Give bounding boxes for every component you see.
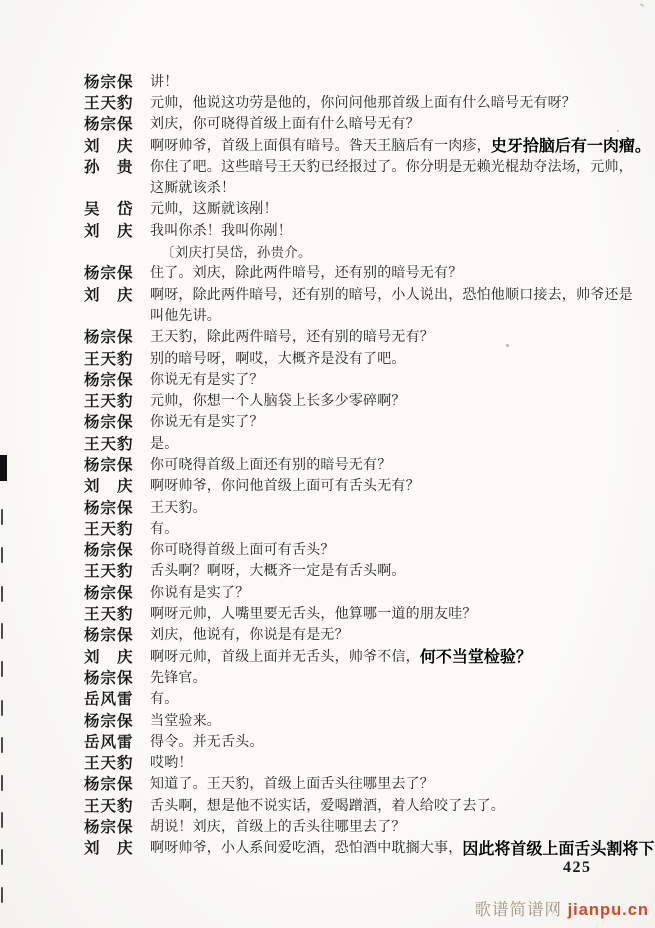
script-line bbox=[84, 326, 629, 347]
dialogue-text: 叫他先讲。 bbox=[150, 306, 221, 323]
speaker-name: 岳风雷 bbox=[84, 733, 134, 751]
speaker-name: 王天豹 bbox=[84, 563, 134, 581]
speaker-name: 岳风雷 bbox=[84, 691, 134, 709]
scan-artifact bbox=[1, 812, 3, 828]
watermark-site-url: jianpu.cn bbox=[567, 901, 649, 919]
speaker-name: 王天豹 bbox=[84, 520, 134, 538]
speaker-name: 刘 庆 bbox=[84, 478, 134, 496]
speaker-name: 王天豹 bbox=[84, 350, 134, 368]
script-line bbox=[84, 475, 629, 496]
speaker-name: 杨宗保 bbox=[84, 499, 134, 517]
dialogue-text: 你说无有是实了？ bbox=[150, 413, 264, 430]
script-line bbox=[84, 773, 629, 794]
dialogue-text: 啊呀帅爷，小人系间爱吃酒，恐怕酒中耽搁大事， bbox=[150, 839, 463, 856]
scan-artifact bbox=[1, 547, 3, 563]
script-line bbox=[84, 70, 629, 91]
dialogue-text: 哎哟！ bbox=[150, 754, 193, 771]
dialogue-text: 王天豹。 bbox=[150, 498, 207, 515]
dialogue-text: 有。 bbox=[150, 519, 179, 536]
script-line bbox=[84, 453, 629, 474]
script-line bbox=[84, 794, 629, 815]
paper-speck bbox=[506, 344, 509, 347]
script-line bbox=[84, 517, 629, 538]
script-line bbox=[84, 432, 629, 453]
speaker-name: 杨宗保 bbox=[84, 819, 134, 837]
speaker-name: 杨宗保 bbox=[84, 457, 134, 474]
dialogue-text-bold: 史牙拾脑后有一肉瘤。 bbox=[490, 138, 651, 156]
script-line bbox=[84, 240, 629, 261]
dialogue-text: 你可晓得首级上面可有舌头？ bbox=[150, 541, 335, 558]
dialogue-text: 当堂验来。 bbox=[150, 711, 221, 728]
script-line bbox=[84, 815, 629, 836]
dialogue-text: 胡说！刘庆，首级上的舌头往哪里去了？ bbox=[150, 818, 406, 835]
script-line bbox=[84, 837, 655, 858]
dialogue-text: 是。 bbox=[150, 434, 179, 451]
dialogue-text: 你可晓得首级上面还有别的暗号无有？ bbox=[150, 455, 392, 472]
speaker-name: 刘 庆 bbox=[84, 137, 134, 155]
paper-speck bbox=[617, 130, 619, 132]
dialogue-text: 先锋官。 bbox=[150, 668, 207, 685]
speaker-name: 杨宗保 bbox=[84, 73, 134, 91]
dialogue-text-bold: 因此将首级上面舌头割将下 bbox=[462, 840, 655, 858]
scan-artifact bbox=[1, 775, 3, 791]
script-line bbox=[84, 496, 629, 517]
speaker-name: 杨宗保 bbox=[84, 776, 134, 794]
dialogue-text: 啊呀，除此两件暗号，还有别的暗号，小人说出，恐怕他顺口接去，帅爷还是 bbox=[150, 285, 633, 302]
speaker-name: 王天豹 bbox=[84, 435, 134, 453]
script-line bbox=[84, 752, 629, 773]
dialogue-text: 刘庆，他说有，你说是有是无？ bbox=[150, 626, 349, 643]
dialogue-text: 啊呀元帅，首级上面并无舌头，帅爷不信， bbox=[150, 647, 420, 664]
watermark-site-name: 歌谱简谱网 bbox=[474, 901, 562, 919]
dialogue-text-bold: 何不当堂检验？ bbox=[419, 649, 532, 667]
script-line bbox=[84, 666, 629, 687]
dialogue-text: 你说无有是实了？ bbox=[150, 370, 264, 387]
scan-artifact bbox=[1, 737, 3, 753]
dialogue-text: 啊呀帅爷，你问他首级上面可有舌头无有？ bbox=[150, 477, 420, 494]
speaker-name: 杨宗保 bbox=[84, 542, 134, 560]
scan-artifact bbox=[1, 661, 3, 677]
dialogue-text: 元帅，你想一个人脑袋上长多少零碎啊？ bbox=[150, 392, 406, 409]
dialogue-text: 元帅，他说这功劳是他的，你问问他那首级上面有什么暗号无有呀？ bbox=[150, 93, 576, 110]
dialogue-text: 得令。并无舌头。 bbox=[150, 732, 264, 749]
scan-artifact bbox=[1, 849, 3, 865]
script-line bbox=[84, 198, 629, 219]
script-line bbox=[84, 389, 629, 410]
script-line bbox=[84, 262, 629, 283]
speaker-name: 王天豹 bbox=[84, 393, 134, 411]
script-line bbox=[84, 730, 629, 751]
dialogue-text: 我叫你杀！我叫你剐！ bbox=[150, 221, 292, 238]
dialogue-text: 啊呀帅爷，首级上面俱有暗号。昝天王脑后有一肉疹， bbox=[150, 136, 491, 153]
dialogue-text: 元帅，这厮就该剐！ bbox=[150, 200, 278, 217]
speaker-name: 杨宗保 bbox=[84, 584, 134, 602]
speaker-name: 杨宗保 bbox=[84, 329, 134, 347]
speaker-name: 吴 岱 bbox=[84, 201, 134, 219]
dialogue-text: 啊呀元帅，人嘴里要无舌头，他算哪一道的朋友哇？ bbox=[150, 605, 477, 622]
script-line bbox=[84, 155, 633, 176]
speaker-name: 杨宗保 bbox=[84, 712, 134, 730]
script-line bbox=[84, 304, 629, 325]
speaker-name: 刘 庆 bbox=[84, 222, 134, 240]
speaker-name: 孙 贵 bbox=[84, 158, 134, 176]
speaker-name: 刘 庆 bbox=[84, 840, 134, 858]
script-body bbox=[84, 70, 655, 858]
dialogue-text: 别的暗号呀，啊哎，大概齐是没有了吧。 bbox=[150, 349, 406, 366]
speaker-name: 杨宗保 bbox=[84, 265, 134, 283]
dialogue-text: 王天豹，除此两件暗号，还有别的暗号无有？ bbox=[150, 328, 434, 345]
watermark bbox=[474, 896, 649, 920]
scan-artifact bbox=[1, 700, 3, 716]
dialogue-text: 知道了。王天豹，首级上面舌头往哪里去了？ bbox=[150, 775, 434, 792]
speaker-name: 王天豹 bbox=[84, 755, 134, 773]
script-line bbox=[84, 411, 629, 432]
dialogue-text: 这厮就该杀！ bbox=[150, 179, 236, 196]
speaker-name: 杨宗保 bbox=[84, 627, 134, 645]
script-line bbox=[84, 624, 629, 645]
script-line bbox=[84, 368, 629, 389]
script-line bbox=[84, 219, 629, 240]
paper-speck bbox=[640, 3, 644, 7]
scan-artifact bbox=[1, 586, 3, 602]
scan-artifact bbox=[1, 887, 3, 903]
script-line bbox=[84, 539, 629, 560]
script-line bbox=[84, 91, 629, 112]
script-line bbox=[84, 709, 629, 730]
dialogue-text: 有。 bbox=[150, 690, 179, 707]
speaker-name: 杨宗保 bbox=[84, 669, 134, 687]
page-number: 425 bbox=[563, 859, 592, 876]
script-line bbox=[84, 283, 633, 304]
scan-artifact bbox=[1, 623, 3, 639]
dialogue-text: 你说有是实了？ bbox=[150, 583, 250, 600]
script-line bbox=[84, 176, 629, 197]
dialogue-text: 舌头啊，想是他不说实话，爱喝蹭酒，着人给咬了去了。 bbox=[150, 796, 505, 813]
speaker-name: 杨宗保 bbox=[84, 116, 134, 134]
dialogue-text: 你住了吧。这些暗号王天豹已经报过了。你分明是无赖光棍劫夺法场，元帅， bbox=[150, 157, 633, 174]
stage-direction-text: 〔刘庆打吴岱，孙贵介。 bbox=[161, 245, 312, 261]
dialogue-text: 刘庆，你可晓得首级上面有什么暗号无有？ bbox=[150, 115, 420, 132]
script-line bbox=[84, 645, 629, 666]
speaker-name: 王天豹 bbox=[84, 606, 134, 624]
dialogue-text: 住了。刘庆，除此两件暗号，还有别的暗号无有？ bbox=[150, 264, 463, 281]
script-line bbox=[84, 581, 629, 602]
script-line bbox=[84, 134, 651, 156]
speaker-name: 刘 庆 bbox=[84, 648, 134, 666]
script-line bbox=[84, 347, 629, 368]
script-line bbox=[84, 602, 629, 623]
scan-artifact bbox=[0, 455, 7, 481]
scan-artifact bbox=[1, 509, 3, 525]
dialogue-text: 舌头啊？啊呀，大概齐一定是有舌头啊。 bbox=[150, 562, 406, 579]
speaker-name: 王天豹 bbox=[84, 797, 134, 815]
script-line bbox=[84, 688, 629, 709]
script-line bbox=[84, 560, 629, 581]
speaker-name: 王天豹 bbox=[84, 94, 134, 112]
speaker-name: 刘 庆 bbox=[84, 286, 134, 304]
speaker-name: 杨宗保 bbox=[84, 371, 134, 389]
script-line bbox=[84, 113, 629, 134]
speaker-name: 杨宗保 bbox=[84, 414, 134, 432]
dialogue-text: 讲！ bbox=[150, 72, 179, 89]
